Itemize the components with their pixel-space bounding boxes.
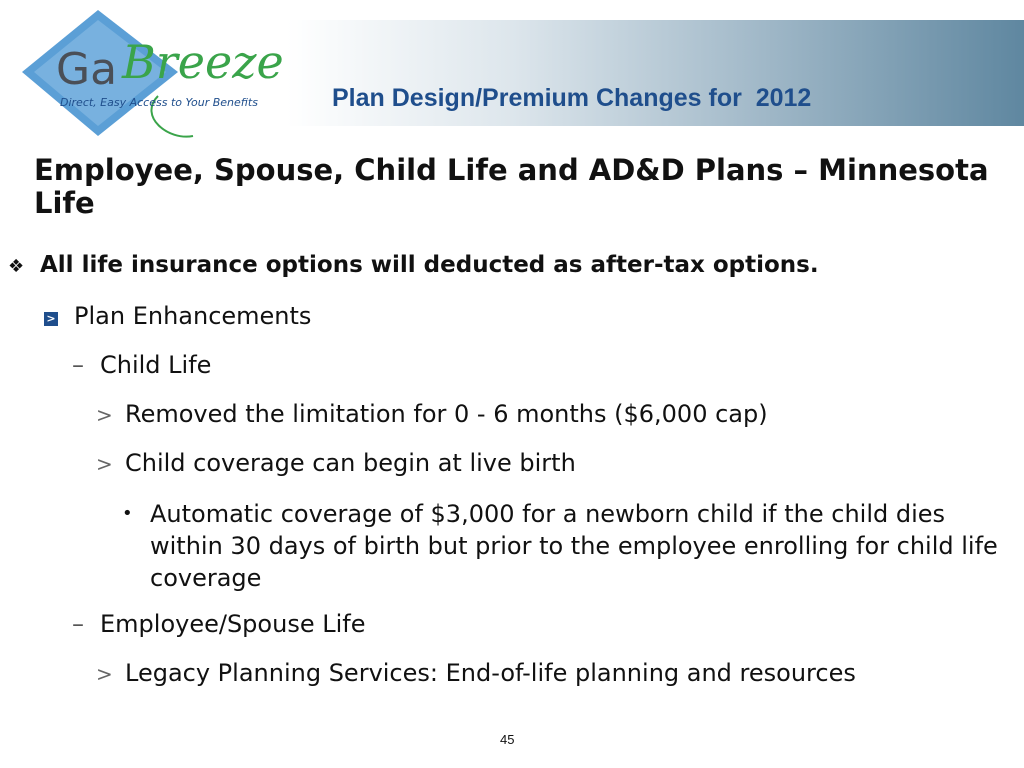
employee-spouse-life-text: Employee/Spouse Life bbox=[100, 610, 366, 638]
child-life-item bbox=[72, 351, 211, 379]
main-bullet bbox=[8, 252, 819, 278]
plan-enhancements-item bbox=[44, 302, 311, 330]
logo-breeze-text: Breeze bbox=[122, 35, 284, 89]
employee-item-1-text: Legacy Planning Services: End-of-life planning and resources bbox=[125, 659, 856, 687]
dash-bullet-icon: – bbox=[72, 351, 84, 379]
plan-enhancements-text: Plan Enhancements bbox=[74, 302, 312, 330]
logo-ga-text: Ga bbox=[56, 44, 118, 95]
dot-bullet-icon: • bbox=[122, 503, 133, 524]
child-item-2-text: Child coverage can begin at live birth bbox=[125, 449, 576, 477]
gabreeze-logo bbox=[18, 6, 318, 156]
logo-tagline: Direct, Easy Access to Your Benefits bbox=[60, 96, 258, 109]
chevron-bullet-icon: > bbox=[96, 452, 113, 476]
child-subitem-1-text: Automatic coverage of $3,000 for a newborn child if the child dies within 30 days of birth but prior to the employee enrolling for child life coverage bbox=[150, 500, 998, 592]
main-bullet-text: All life insurance options will deducted as after-tax options. bbox=[40, 252, 819, 278]
employee-item-1 bbox=[96, 659, 856, 687]
arrow-bullet-icon: > bbox=[44, 312, 58, 326]
employee-spouse-life-item bbox=[72, 610, 365, 638]
dash-bullet-icon: – bbox=[72, 610, 84, 638]
child-subitem-1 bbox=[122, 498, 1002, 594]
chevron-bullet-icon: > bbox=[96, 403, 113, 427]
child-item-1 bbox=[96, 400, 768, 428]
child-item-2 bbox=[96, 449, 576, 477]
slide-heading: Employee, Spouse, Child Life and AD&D Plans – Minnesota Life bbox=[34, 153, 989, 220]
child-item-1-text: Removed the limitation for 0 - 6 months ($6,000 cap) bbox=[125, 400, 768, 428]
child-life-text: Child Life bbox=[100, 351, 212, 379]
page-number: 45 bbox=[500, 732, 515, 747]
diamond-bullet-icon: ❖ bbox=[8, 256, 25, 277]
slide-title: Plan Design/Premium Changes for 2012 bbox=[332, 84, 812, 112]
chevron-bullet-icon: > bbox=[96, 662, 113, 686]
